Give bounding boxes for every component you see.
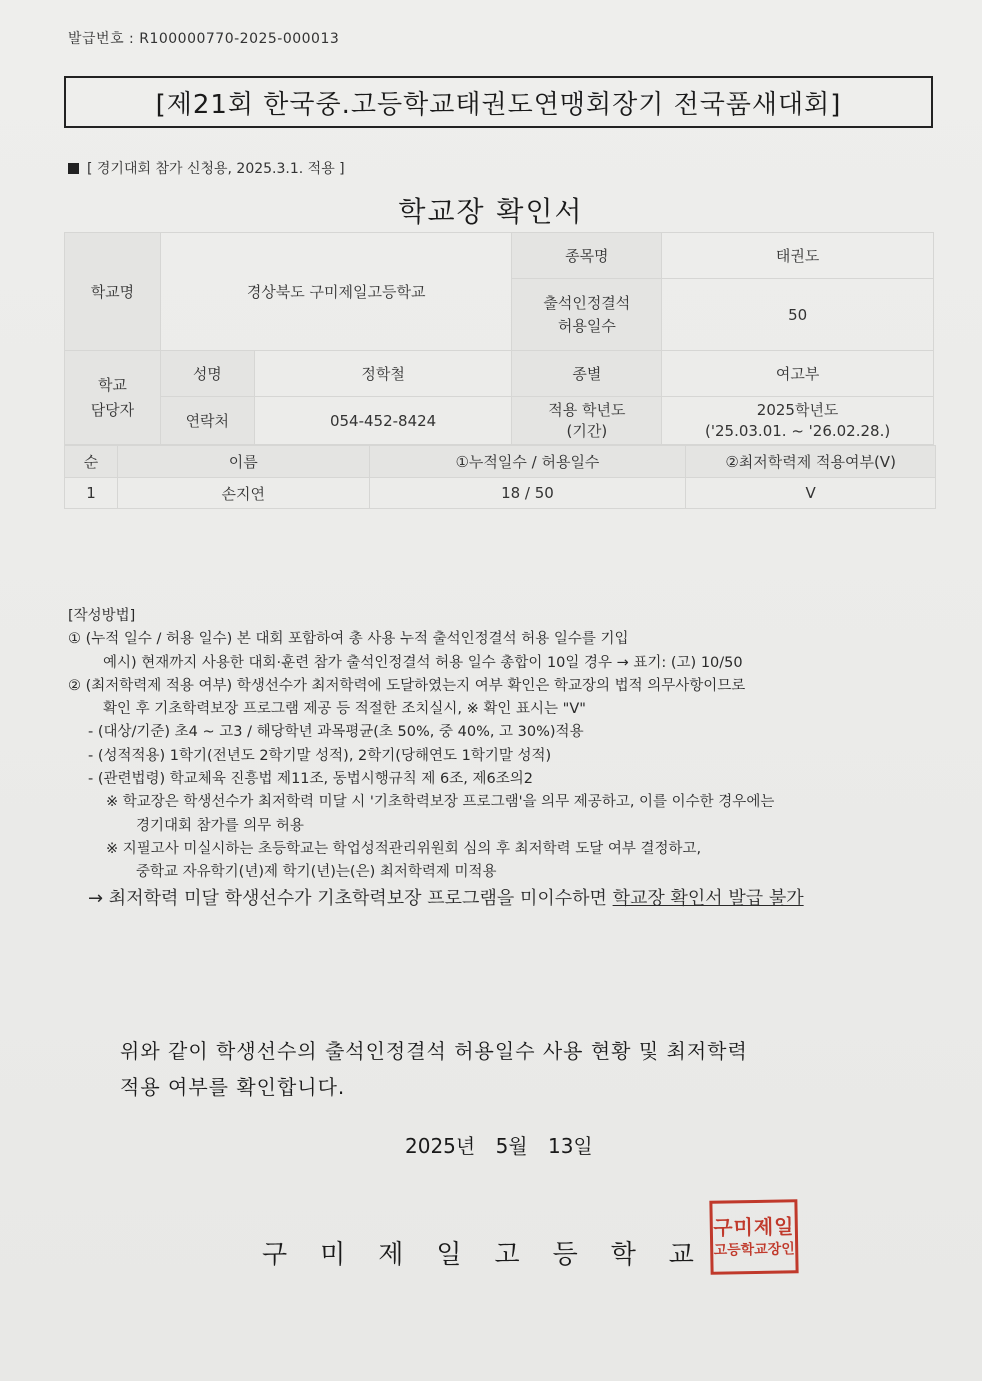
instruction-line: ※ 학교장은 학생선수가 최저학력 미달 시 '기초학력보장 프로그램'을 의무 제공하고, 이를 이수한 경우에는 <box>106 794 775 811</box>
student-name: 손지연 <box>117 478 369 509</box>
absence-label-line2: 허용일수 <box>557 316 616 335</box>
event-title-box <box>64 76 933 128</box>
event-label: 종목명 <box>512 233 662 279</box>
school-info-table <box>64 232 934 445</box>
confirmation-line2: 적용 여부를 확인합니다. <box>120 1075 346 1099</box>
school-year-label <box>512 397 662 445</box>
document-title: 학교장 확인서 <box>398 195 584 228</box>
instruction-line: 경기대회 참가를 의무 허용 <box>136 817 304 834</box>
school-seal-stamp <box>709 1199 798 1275</box>
instruction-line: ※ 지필고사 미실시하는 초등학교는 학업성적관리위원회 심의 후 최저학력 도달 여부 결정하고, <box>106 840 702 857</box>
conclusion-underlined: 학교장 확인서 발급 불가 <box>612 887 804 909</box>
confirmation-line1: 위와 같이 학생선수의 출석인정결석 허용일수 사용 현황 및 최저학력 <box>120 1039 748 1063</box>
confirmation-statement <box>120 1033 748 1105</box>
school-name-label: 학교명 <box>65 233 161 351</box>
category-label: 종별 <box>512 351 662 397</box>
col-header-min-academic: ②최저학력제 적용여부(V) <box>686 446 936 478</box>
school-year-value-line1: 2025학년도 <box>756 400 839 419</box>
instruction-line: ① (누적 일수 / 허용 일수) 본 대회 포함하여 총 사용 누적 출석인정결석 허용 일수를 기입 <box>68 631 629 648</box>
event-value: 태권도 <box>662 233 934 279</box>
days-used: 18 / 50 <box>369 478 686 509</box>
school-signature-name: 구미제일고등학교 <box>262 1240 727 1270</box>
contact-value: 054-452-8424 <box>254 397 512 445</box>
name-label: 성명 <box>160 351 254 397</box>
col-header-number: 순 <box>65 446 118 478</box>
name-value: 정학철 <box>254 351 512 397</box>
attendance-table <box>64 445 936 509</box>
instruction-line: 예시) 현재까지 사용한 대회·훈련 참가 출석인정결석 허용 일수 총합이 10일 경우 → 표기: (고) 10/50 <box>103 654 743 671</box>
application-subtitle <box>68 158 345 178</box>
instructions-header: [작성방법] <box>68 608 136 624</box>
manager-label-line2: 담당자 <box>90 400 135 419</box>
instruction-line: - (관련법령) 학교체육 진흥법 제11조, 동법시행규칙 제 6조, 제6조의2 <box>88 771 533 788</box>
absence-days-value: 50 <box>662 279 934 351</box>
school-year-label-line2: (기간) <box>566 421 608 440</box>
school-year-period: ('25.03.01. ~ '26.02.28.) <box>705 421 891 440</box>
manager-label <box>65 351 161 445</box>
event-title: [제21회 한국중.고등학교태권도연맹회장기 전국품새대회] <box>155 89 842 120</box>
table-row <box>65 478 936 509</box>
writing-instructions <box>68 605 948 910</box>
instruction-line: 확인 후 기초학력보장 프로그램 제공 등 적절한 조치실시, ※ 확인 표시는 "V" <box>103 701 586 718</box>
conclusion-text: → 최저학력 미달 학생선수가 기초학력보장 프로그램을 미이수하면 <box>88 887 613 909</box>
instruction-line: 중학교 자유학기(년)제 학기(년)는(은) 최저학력제 미적용 <box>136 864 497 881</box>
issue-date: 2025년 5월 13일 <box>405 1134 593 1158</box>
absence-label-line1: 출석인정결석 <box>543 293 631 312</box>
school-year-label-line1: 적용 학년도 <box>548 400 626 419</box>
instruction-conclusion <box>68 887 948 910</box>
seal-text-bottom: 고등학교장인 <box>713 1241 795 1259</box>
square-bullet-icon <box>68 163 79 174</box>
contact-label: 연락처 <box>160 397 254 445</box>
row-number: 1 <box>65 478 118 509</box>
col-header-name: 이름 <box>117 446 369 478</box>
seal-text-top: 구미제일 <box>712 1214 795 1240</box>
col-header-days: ①누적일수 / 허용일수 <box>369 446 686 478</box>
issue-number: 발급번호 : R100000770-2025-000013 <box>68 31 340 47</box>
category-value: 여고부 <box>662 351 934 397</box>
min-academic-check: V <box>686 478 936 509</box>
subtitle-text: [ 경기대회 참가 신청용, 2025.3.1. 적용 ] <box>87 161 345 177</box>
instruction-line: - (성적적용) 1학기(전년도 2학기말 성적), 2학기(당해연도 1학기말 성적) <box>88 747 552 764</box>
school-name-value: 경상북도 구미제일고등학교 <box>160 233 512 351</box>
instruction-line: ② (최저학력제 적용 여부) 학생선수가 최저학력에 도달하였는지 여부 확인은 학교장의 법적 의무사항이므로 <box>68 677 746 694</box>
absence-days-label <box>512 279 662 351</box>
manager-label-line1: 학교 <box>97 375 127 394</box>
school-year-value <box>662 397 934 445</box>
instruction-line: - (대상/기준) 초4 ~ 고3 / 해당학년 과목평균(초 50%, 중 40%, 고 30%)적용 <box>88 724 584 741</box>
